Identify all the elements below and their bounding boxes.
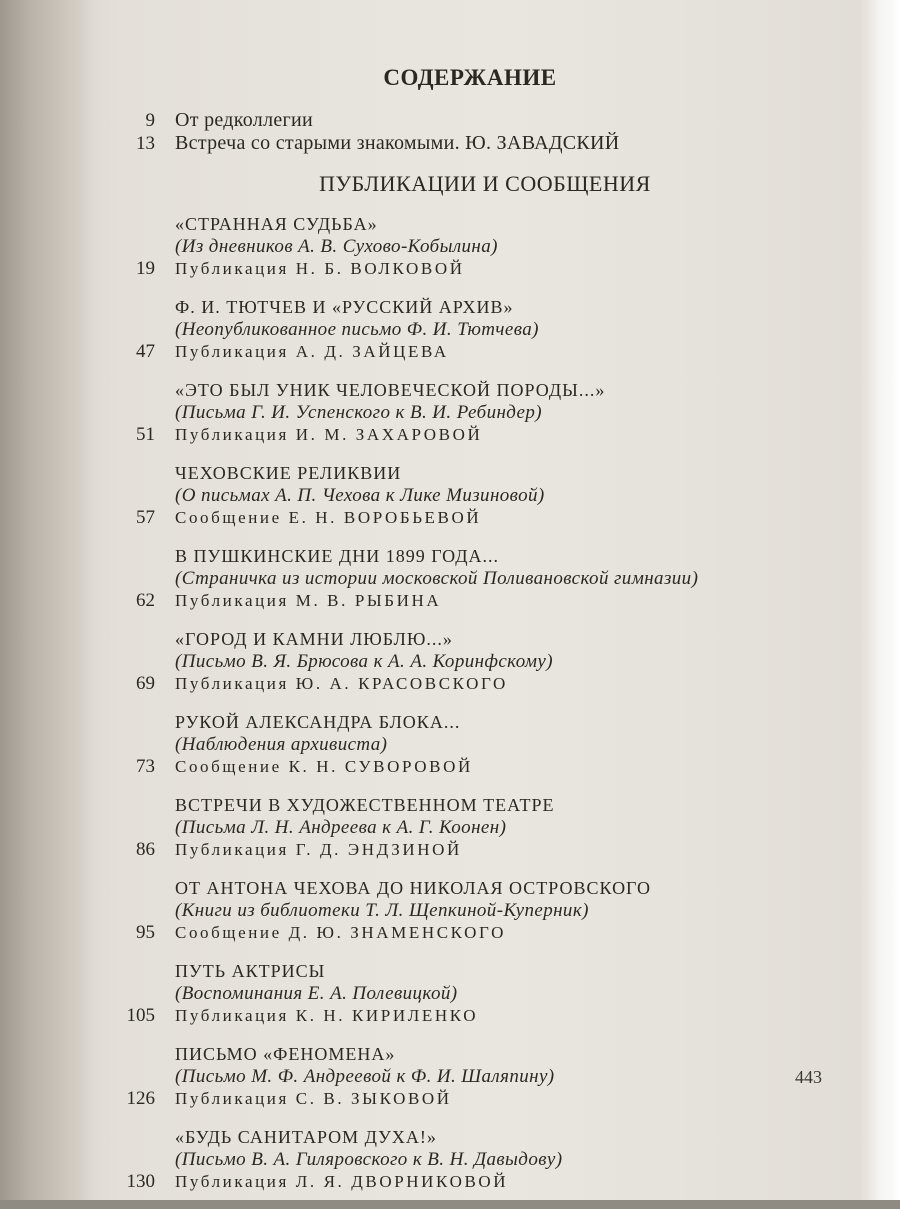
entry-title-line <box>85 877 855 900</box>
entry-subtitle-line <box>85 236 855 258</box>
toc-entry <box>85 628 855 695</box>
toc-entry <box>85 794 855 861</box>
entry-title-line <box>85 794 855 817</box>
entry-title-line <box>85 1043 855 1066</box>
entry-title-line <box>85 462 855 485</box>
toc-page-number: 57 <box>136 507 155 528</box>
toc-page-number: 126 <box>126 1088 155 1109</box>
entry-credit: Публикация Г. Д. ЭНДЗИНОЙ <box>175 840 462 859</box>
toc-item-text: От редколлегии <box>175 109 314 131</box>
entry-credit: Сообщение К. Н. СУВОРОВОЙ <box>175 757 473 776</box>
entry-title: «БУДЬ САНИТАРОМ ДУХА!» <box>175 1127 437 1147</box>
toc-entry <box>85 462 855 529</box>
toc-entries-list <box>85 213 855 1193</box>
entry-credit: Публикация Н. Б. ВОЛКОВОЙ <box>175 259 465 278</box>
toc-page-number: 130 <box>126 1171 155 1192</box>
page-gutter-shadow <box>0 0 95 1200</box>
entry-credit-line <box>85 258 855 280</box>
toc-page-number: 105 <box>126 1005 155 1026</box>
entry-subtitle: (Наблюдения архивиста) <box>175 734 388 755</box>
entry-subtitle: (Страничка из истории московской Поливановской гимназии) <box>175 568 699 589</box>
entry-subtitle-line <box>85 983 855 1005</box>
toc-page-number: 13 <box>136 133 155 154</box>
entry-credit-line <box>85 1171 855 1193</box>
toc-page-number: 9 <box>145 110 155 131</box>
entry-credit: Сообщение Д. Ю. ЗНАМЕНСКОГО <box>175 923 506 942</box>
entry-title: РУКОЙ АЛЕКСАНДРА БЛОКА... <box>175 712 461 732</box>
entry-subtitle-line <box>85 900 855 922</box>
entry-title: ПУТЬ АКТРИСЫ <box>175 961 326 981</box>
entry-credit: Публикация С. В. ЗЫКОВОЙ <box>175 1089 452 1108</box>
toc-heading: СОДЕРЖАНИЕ <box>383 65 557 90</box>
toc-entry <box>85 1043 855 1110</box>
toc-page-number: 47 <box>136 341 155 362</box>
entry-subtitle-line <box>85 734 855 756</box>
entry-subtitle: (Книги из библиотеки Т. Л. Щепкиной-Куперник) <box>175 900 589 921</box>
toc-intro-item <box>85 132 855 155</box>
page-edge-highlight <box>870 0 900 1200</box>
entry-credit-line <box>85 922 855 944</box>
toc-entry <box>85 379 855 446</box>
entry-title: В ПУШКИНСКИЕ ДНИ 1899 ГОДА... <box>175 546 500 566</box>
entry-credit: Публикация Л. Я. ДВОРНИКОВОЙ <box>175 1172 509 1191</box>
entry-title: ОТ АНТОНА ЧЕХОВА ДО НИКОЛАЯ ОСТРОВСКОГО <box>175 878 652 898</box>
entry-subtitle-line <box>85 402 855 424</box>
entry-credit-line <box>85 673 855 695</box>
toc-entry <box>85 877 855 944</box>
entry-credit-line <box>85 424 855 446</box>
toc-entry <box>85 1126 855 1193</box>
entry-title-line <box>85 379 855 402</box>
entry-subtitle: (О письмах А. П. Чехова к Лике Мизиновой) <box>175 485 545 506</box>
entry-subtitle: (Воспоминания Е. А. Полевицкой) <box>175 983 458 1004</box>
entry-credit: Публикация М. В. РЫБИНА <box>175 591 442 610</box>
entry-subtitle: (Письма Л. Н. Андреева к А. Г. Коонен) <box>175 817 507 838</box>
entry-title-line <box>85 628 855 651</box>
entry-title: «ГОРОД И КАМНИ ЛЮБЛЮ...» <box>175 629 453 649</box>
entry-subtitle: (Письма Г. И. Успенского к В. И. Ребиндер) <box>175 402 543 423</box>
toc-entry <box>85 711 855 778</box>
toc-entry <box>85 213 855 280</box>
toc-page-number: 51 <box>136 424 155 445</box>
entry-title: ЧЕХОВСКИЕ РЕЛИКВИИ <box>175 463 402 483</box>
toc-page-number: 73 <box>136 756 155 777</box>
entry-subtitle-line <box>85 1149 855 1171</box>
entry-credit: Публикация И. М. ЗАХАРОВОЙ <box>175 425 483 444</box>
entry-credit-line <box>85 756 855 778</box>
entry-title: «СТРАННАЯ СУДЬБА» <box>175 214 378 234</box>
entry-credit: Публикация К. Н. КИРИЛЕНКО <box>175 1006 479 1025</box>
toc-intro-item <box>85 109 855 132</box>
table-of-contents <box>85 55 855 1209</box>
toc-entry <box>85 960 855 1027</box>
toc-entry <box>85 545 855 612</box>
entry-credit-line <box>85 590 855 612</box>
entry-title-line <box>85 213 855 236</box>
entry-credit: Публикация А. Д. ЗАЙЦЕВА <box>175 342 449 361</box>
toc-page-number: 86 <box>136 839 155 860</box>
entry-title: ВСТРЕЧИ В ХУДОЖЕСТВЕННОМ ТЕАТРЕ <box>175 795 555 815</box>
entry-subtitle: (Неопубликованное письмо Ф. И. Тютчева) <box>175 319 539 340</box>
toc-page-number: 62 <box>136 590 155 611</box>
entry-title: Ф. И. ТЮТЧЕВ И «РУССКИЙ АРХИВ» <box>175 297 514 317</box>
entry-subtitle-line <box>85 651 855 673</box>
entry-title: ПИСЬМО «ФЕНОМЕНА» <box>175 1044 396 1064</box>
entry-title-line <box>85 545 855 568</box>
toc-entry <box>85 296 855 363</box>
section-title: ПУБЛИКАЦИИ И СООБЩЕНИЯ <box>319 171 651 196</box>
entry-credit: Сообщение Е. Н. ВОРОБЬЕВОЙ <box>175 508 482 527</box>
entry-credit: Публикация Ю. А. КРАСОВСКОГО <box>175 674 508 693</box>
entry-credit-line <box>85 1088 855 1110</box>
toc-item-text: Встреча со старыми знакомыми. Ю. ЗАВАДСКИЙ <box>175 132 620 154</box>
toc-page-number: 69 <box>136 673 155 694</box>
entry-subtitle: (Письмо В. А. Гиляровского к В. Н. Давыдову) <box>175 1149 563 1170</box>
entry-title-line <box>85 711 855 734</box>
entry-subtitle-line <box>85 485 855 507</box>
entry-subtitle: (Письмо В. Я. Брюсова к А. А. Коринфскому) <box>175 651 553 672</box>
entry-credit-line <box>85 839 855 861</box>
toc-page-number: 19 <box>136 258 155 279</box>
entry-credit-line <box>85 341 855 363</box>
toc-page-number: 95 <box>136 922 155 943</box>
page-number: 443 <box>795 1067 822 1087</box>
entry-subtitle: (Письмо М. Ф. Андреевой к Ф. И. Шаляпину) <box>175 1066 555 1087</box>
entry-subtitle-line <box>85 817 855 839</box>
entry-title-line <box>85 296 855 319</box>
entry-subtitle-line <box>85 1066 855 1088</box>
entry-subtitle-line <box>85 568 855 590</box>
entry-credit-line <box>85 1005 855 1027</box>
entry-title-line <box>85 1126 855 1149</box>
entry-title-line <box>85 960 855 983</box>
entry-credit-line <box>85 507 855 529</box>
entry-title: «ЭТО БЫЛ УНИК ЧЕЛОВЕЧЕСКОЙ ПОРОДЫ...» <box>175 380 606 400</box>
entry-subtitle-line <box>85 319 855 341</box>
entry-subtitle: (Из дневников А. В. Сухово-Кобылина) <box>175 236 498 257</box>
